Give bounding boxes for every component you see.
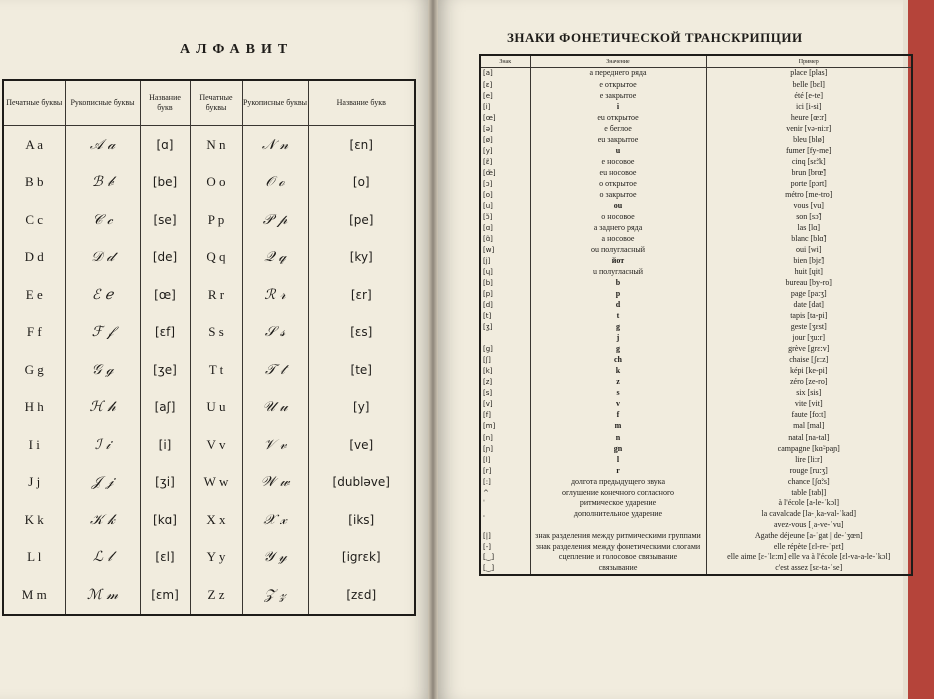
letter-name: [zɛd] [308, 576, 415, 615]
phonetic-row [480, 212, 912, 223]
header-handwritten-letters: Рукописные буквы [242, 80, 308, 126]
phonetic-meaning: связывание [530, 562, 706, 575]
phonetic-meaning: u полугласный [530, 267, 706, 278]
letter-name: [ɛf] [140, 314, 190, 352]
handwritten-letter: 𝒴 𝓎 [242, 539, 308, 577]
phonetic-meaning: i [530, 101, 706, 112]
handwritten-letter: 𝒜 𝒶 [65, 126, 140, 164]
phonetic-row [480, 322, 912, 333]
handwritten-letter: 𝒲 𝓌 [242, 464, 308, 502]
phonetic-example: tapis [ta-pi] [706, 311, 912, 322]
printed-letter: H h [3, 389, 65, 427]
phonetic-sign: [:] [480, 476, 530, 487]
letter-name: [ɑ] [140, 126, 190, 164]
alphabet-row [3, 539, 415, 577]
phonetic-header-row [480, 55, 912, 68]
phonetic-example: bien [bjɛ̃] [706, 256, 912, 267]
alphabet-row [3, 389, 415, 427]
printed-letter: A a [3, 126, 65, 164]
phonetic-sign: [b] [480, 278, 530, 289]
phonetic-meaning: сцепление и голосовое связывание [530, 552, 706, 563]
phonetic-example: page [pa:ʒ] [706, 289, 912, 300]
phonetic-row [480, 123, 912, 134]
alphabet-row [3, 464, 415, 502]
phonetic-example: huit [ɥit] [706, 267, 912, 278]
phonetic-example: à l'école [a-le-ˈkɔl] [706, 498, 912, 509]
phonetic-example: vite [vit] [706, 399, 912, 410]
phonetic-meaning: eu носовое [530, 167, 706, 178]
phonetic-row [480, 498, 912, 509]
phonetic-row [480, 509, 912, 520]
phonetic-sign: [p] [480, 289, 530, 300]
phonetic-meaning: f [530, 410, 706, 421]
header-handwritten-letters: Рукописные буквы [65, 80, 140, 126]
phonetic-row [480, 223, 912, 234]
phonetic-table [479, 54, 913, 576]
phonetic-sign: [y] [480, 145, 530, 156]
phonetic-sign: [ʃ] [480, 355, 530, 366]
phonetic-meaning: ou [530, 201, 706, 212]
printed-letter: Q q [190, 239, 242, 277]
letter-name: [aʃ] [140, 389, 190, 427]
phonetic-row [480, 178, 912, 189]
phonetic-sign: [e] [480, 90, 530, 101]
phonetic-meaning: n [530, 432, 706, 443]
handwritten-letter: 𝒟 𝒹 [65, 239, 140, 277]
phonetic-row [480, 79, 912, 90]
phonetic-sign: [ø] [480, 134, 530, 145]
printed-letter: V v [190, 426, 242, 464]
phonetic-sign: [o] [480, 190, 530, 201]
phonetic-row [480, 190, 912, 201]
phonetic-row [480, 267, 912, 278]
phonetic-sign: [ɥ] [480, 267, 530, 278]
header-meaning: Значение [530, 55, 706, 68]
phonetic-example: geste [ʒɛst] [706, 322, 912, 333]
handwritten-letter: 𝒢 ℊ [65, 351, 140, 389]
phonetic-row [480, 156, 912, 167]
phonetic-example: chaise [ʃɛ:z] [706, 355, 912, 366]
letter-name: [ɛn] [308, 126, 415, 164]
phonetic-row [480, 256, 912, 267]
printed-letter: X x [190, 501, 242, 539]
alphabet-row [3, 576, 415, 615]
phonetic-sign: [j] [480, 256, 530, 267]
phonetic-row [480, 234, 912, 245]
printed-letter: M m [3, 576, 65, 615]
phonetic-sign: [w] [480, 245, 530, 256]
phonetic-sign: [ɛ] [480, 79, 530, 90]
printed-letter: D d [3, 239, 65, 277]
phonetic-row [480, 476, 912, 487]
letter-name: [igrɛk] [308, 539, 415, 577]
phonetic-row [480, 487, 912, 498]
handwritten-letter: ℳ 𝓂 [65, 576, 140, 615]
phonetic-sign: [ɔ̃] [480, 212, 530, 223]
phonetic-sign: [m] [480, 421, 530, 432]
letter-name: [kɑ] [140, 501, 190, 539]
phonetic-example: blanc [blɑ̃] [706, 234, 912, 245]
handwritten-letter: 𝒥 𝒿 [65, 464, 140, 502]
phonetic-example: Agathe déjeune [a-ˈgat | de-ˈʒœn] [706, 531, 912, 542]
phonetic-meaning: знак разделения между ритмическими группами [530, 531, 706, 542]
alphabet-row [3, 126, 415, 164]
handwritten-letter: ℱ 𝒻 [65, 314, 140, 352]
handwritten-letter: 𝒦 𝓀 [65, 501, 140, 539]
handwritten-letter: 𝒵 𝓏 [242, 576, 308, 615]
letter-name: [iks] [308, 501, 415, 539]
alphabet-row [3, 426, 415, 464]
phonetic-row [480, 410, 912, 421]
phonetic-example: lire [li:r] [706, 454, 912, 465]
phonetic-example: elle répète [ɛl-re-ˈpɛt] [706, 541, 912, 552]
phonetic-meaning: оглушение конечного согласного [530, 487, 706, 498]
phonetic-example: brun [brœ̃] [706, 167, 912, 178]
printed-letter: L l [3, 539, 65, 577]
phonetic-meaning: o закрытое [530, 190, 706, 201]
letter-name: [i] [140, 426, 190, 464]
phonetic-row [480, 278, 912, 289]
header-letter-names: Название букв [140, 80, 190, 126]
header-printed-letters: Печатные буквы [190, 80, 242, 126]
phonetic-sign: [ɑ̃] [480, 234, 530, 245]
phonetic-sign: [ɔ] [480, 178, 530, 189]
phonetic-row [480, 399, 912, 410]
printed-letter: F f [3, 314, 65, 352]
phonetic-row [480, 112, 912, 123]
header-example: Пример [706, 55, 912, 68]
printed-letter: E e [3, 276, 65, 314]
letter-name: [be] [140, 164, 190, 202]
phonetic-meaning: a переднего ряда [530, 68, 706, 80]
letter-name: [ɛl] [140, 539, 190, 577]
phonetic-example: las [lɑ] [706, 223, 912, 234]
printed-letter: B b [3, 164, 65, 202]
handwritten-letter: ℐ 𝒾 [65, 426, 140, 464]
phonetic-example: képi [ke-pi] [706, 366, 912, 377]
alphabet-row [3, 314, 415, 352]
phonetic-example: bureau [by-ro] [706, 278, 912, 289]
handwritten-letter: 𝒱 𝓋 [242, 426, 308, 464]
letter-name: [o] [308, 164, 415, 202]
printed-letter: T t [190, 351, 242, 389]
phonetic-meaning [530, 520, 706, 531]
header-printed-letters: Печатные буквы [3, 80, 65, 126]
printed-letter: U u [190, 389, 242, 427]
phonetic-meaning: gn [530, 443, 706, 454]
printed-letter: W w [190, 464, 242, 502]
phonetic-sign: [g] [480, 344, 530, 355]
phonetic-row [480, 300, 912, 311]
phonetic-example: heure [œ:r] [706, 112, 912, 123]
alphabet-title: АЛФАВИТ [180, 42, 294, 57]
phonetic-row [480, 552, 912, 563]
letter-name: [ʒi] [140, 464, 190, 502]
phonetic-meaning: j [530, 333, 706, 344]
letter-name: [ʒe] [140, 351, 190, 389]
header-sign: Знак [480, 55, 530, 68]
phonetic-row [480, 388, 912, 399]
phonetic-meaning: k [530, 366, 706, 377]
phonetic-row [480, 101, 912, 112]
phonetic-row [480, 90, 912, 101]
phonetic-row [480, 134, 912, 145]
phonetic-title: ЗНАКИ ФОНЕТИЧЕСКОЙ ТРАНСКРИПЦИИ [507, 30, 803, 45]
phonetic-meaning: v [530, 399, 706, 410]
phonetic-example: table [tabḷ] [706, 487, 912, 498]
letter-name: [œ] [140, 276, 190, 314]
phonetic-sign: [‿] [480, 562, 530, 575]
phonetic-example: place [plas] [706, 68, 912, 80]
phonetic-meaning: e носовое [530, 156, 706, 167]
phonetic-sign: [ɑ] [480, 223, 530, 234]
phonetic-row [480, 562, 912, 575]
phonetic-example: été [e-te] [706, 90, 912, 101]
handwritten-letter: ℋ 𝒽 [65, 389, 140, 427]
phonetic-sign: [k] [480, 366, 530, 377]
letter-name: [ɛr] [308, 276, 415, 314]
phonetic-sign: [i] [480, 101, 530, 112]
phonetic-example: six [sis] [706, 388, 912, 399]
phonetic-row [480, 443, 912, 454]
handwritten-letter: ℰ ℯ [65, 276, 140, 314]
phonetic-example: campagne [kɑ̃-paɲ] [706, 443, 912, 454]
phonetic-meaning: eu закрытое [530, 134, 706, 145]
alphabet-header-row [3, 80, 415, 126]
phonetic-sign: [ə] [480, 123, 530, 134]
phonetic-example: fumer [fy-me] [706, 145, 912, 156]
phonetic-sign: [f] [480, 410, 530, 421]
phonetic-row [480, 366, 912, 377]
phonetic-meaning: e открытое [530, 79, 706, 90]
letter-name: [y] [308, 389, 415, 427]
phonetic-row [480, 465, 912, 476]
handwritten-letter: 𝒩 𝓃 [242, 126, 308, 164]
phonetic-example: jour [ʒu:r] [706, 333, 912, 344]
phonetic-sign: [ɲ] [480, 443, 530, 454]
handwritten-letter: 𝒪 ℴ [242, 164, 308, 202]
phonetic-meaning: ch [530, 355, 706, 366]
phonetic-meaning: a носовое [530, 234, 706, 245]
handwritten-letter: 𝒳 𝓍 [242, 501, 308, 539]
phonetic-meaning: r [530, 465, 706, 476]
phonetic-meaning: b [530, 278, 706, 289]
phonetic-example: faute [fo:t] [706, 410, 912, 421]
phonetic-sign: ^ [480, 487, 530, 498]
phonetic-row [480, 68, 912, 80]
phonetic-example: avez-vous [ˌa-ve-ˈvu] [706, 520, 912, 531]
printed-letter: G g [3, 351, 65, 389]
book-spine [428, 0, 438, 699]
handwritten-letter: 𝒫 𝓅 [242, 201, 308, 239]
phonetic-example: belle [bɛl] [706, 79, 912, 90]
handwritten-letter: 𝒬 𝓆 [242, 239, 308, 277]
printed-letter: O o [190, 164, 242, 202]
phonetic-sign: [v] [480, 399, 530, 410]
phonetic-meaning: p [530, 289, 706, 300]
phonetic-sign: [r] [480, 465, 530, 476]
phonetic-meaning: знак разделения между фонетическими слогами [530, 541, 706, 552]
phonetic-sign: [s] [480, 388, 530, 399]
letter-name: [ɛs] [308, 314, 415, 352]
alphabet-row [3, 239, 415, 277]
phonetic-meaning: ритмическое ударение [530, 498, 706, 509]
phonetic-example: elle aime [ɛ-ˈlɛ:m] elle va à l'école [ɛl-va-a-le-ˈkɔl] [706, 552, 912, 563]
phonetic-sign: ˈ [480, 498, 530, 509]
letter-name: [dubləve] [308, 464, 415, 502]
alphabet-row [3, 164, 415, 202]
handwritten-letter: ℒ 𝓁 [65, 539, 140, 577]
phonetic-example: rouge [ru:ʒ] [706, 465, 912, 476]
phonetic-row [480, 201, 912, 212]
phonetic-row [480, 454, 912, 465]
phonetic-meaning: ou полугласный [530, 245, 706, 256]
printed-letter: K k [3, 501, 65, 539]
phonetic-example: venir [və-ni:r] [706, 123, 912, 134]
phonetic-example: vous [vu] [706, 201, 912, 212]
phonetic-example: ici [i-si] [706, 101, 912, 112]
phonetic-meaning: a заднего ряда [530, 223, 706, 234]
phonetic-example: oui [wi] [706, 245, 912, 256]
printed-letter: N n [190, 126, 242, 164]
phonetic-meaning: o носовое [530, 212, 706, 223]
phonetic-example: métro [me-tro] [706, 190, 912, 201]
phonetic-meaning: e беглое [530, 123, 706, 134]
letter-name: [ve] [308, 426, 415, 464]
header-letter-names: Название букв [308, 80, 415, 126]
phonetic-row [480, 355, 912, 366]
phonetic-meaning: g [530, 322, 706, 333]
phonetic-meaning: дополнительное ударение [530, 509, 706, 520]
phonetic-meaning: z [530, 377, 706, 388]
phonetic-row [480, 145, 912, 156]
alphabet-row [3, 501, 415, 539]
phonetic-sign: [ʒ] [480, 322, 530, 333]
phonetic-row [480, 432, 912, 443]
phonetic-meaning: g [530, 344, 706, 355]
printed-letter: Z z [190, 576, 242, 615]
phonetic-example: la cavalcade [la-ˌka-val-ˈkad] [706, 509, 912, 520]
phonetic-meaning: l [530, 454, 706, 465]
letter-name: [ky] [308, 239, 415, 277]
alphabet-row [3, 276, 415, 314]
phonetic-row [480, 344, 912, 355]
letter-name: [ɛm] [140, 576, 190, 615]
phonetic-meaning: o открытое [530, 178, 706, 189]
letter-name: [te] [308, 351, 415, 389]
printed-letter: S s [190, 314, 242, 352]
phonetic-sign: [-] [480, 541, 530, 552]
phonetic-meaning: u [530, 145, 706, 156]
printed-letter: R r [190, 276, 242, 314]
phonetic-meaning: йот [530, 256, 706, 267]
alphabet-table [2, 79, 416, 616]
phonetic-sign [480, 333, 530, 344]
phonetic-example: bleu [blø] [706, 134, 912, 145]
phonetic-meaning: долгота предыдущего звука [530, 476, 706, 487]
phonetic-sign: [t] [480, 311, 530, 322]
letter-name: [pe] [308, 201, 415, 239]
handwritten-letter: 𝒯 𝓉 [242, 351, 308, 389]
phonetic-row [480, 311, 912, 322]
phonetic-example: c'est assez [sɛ-ta-ˈse] [706, 562, 912, 575]
phonetic-sign: [l] [480, 454, 530, 465]
printed-letter: I i [3, 426, 65, 464]
phonetic-row [480, 289, 912, 300]
phonetic-meaning: d [530, 300, 706, 311]
phonetic-row [480, 520, 912, 531]
phonetic-row [480, 167, 912, 178]
phonetic-example: son [sɔ̃] [706, 212, 912, 223]
phonetic-sign: [n] [480, 432, 530, 443]
printed-letter: J j [3, 464, 65, 502]
phonetic-row [480, 531, 912, 542]
phonetic-example: chance [ʃɑ̃:s] [706, 476, 912, 487]
letter-name: [se] [140, 201, 190, 239]
phonetic-sign: [d] [480, 300, 530, 311]
phonetic-sign: [‿] [480, 552, 530, 563]
phonetic-example: porte [pɔrt] [706, 178, 912, 189]
handwritten-letter: 𝒞 𝒸 [65, 201, 140, 239]
phonetic-sign: [u] [480, 201, 530, 212]
letter-name: [de] [140, 239, 190, 277]
phonetic-meaning: t [530, 311, 706, 322]
phonetic-row [480, 245, 912, 256]
alphabet-row [3, 351, 415, 389]
phonetic-example: zéro [ze-ro] [706, 377, 912, 388]
phonetic-sign: [ɛ̃] [480, 156, 530, 167]
phonetic-row [480, 421, 912, 432]
handwritten-letter: ℬ 𝒷 [65, 164, 140, 202]
phonetic-example: natal [na-tal] [706, 432, 912, 443]
phonetic-sign [480, 520, 530, 531]
phonetic-example: date [dat] [706, 300, 912, 311]
phonetic-sign: [œ] [480, 112, 530, 123]
printed-letter: P p [190, 201, 242, 239]
phonetic-row [480, 541, 912, 552]
phonetic-example: cinq [sɛ̃:k] [706, 156, 912, 167]
phonetic-example: mal [mal] [706, 421, 912, 432]
phonetic-sign: ˌ [480, 509, 530, 520]
phonetic-meaning: eu открытое [530, 112, 706, 123]
phonetic-row [480, 377, 912, 388]
handwritten-letter: ℛ 𝓇 [242, 276, 308, 314]
handwritten-letter: 𝒮 𝓈 [242, 314, 308, 352]
phonetic-meaning: e закрытое [530, 90, 706, 101]
phonetic-row [480, 333, 912, 344]
phonetic-meaning: m [530, 421, 706, 432]
phonetic-meaning: s [530, 388, 706, 399]
phonetic-sign: [œ̃] [480, 167, 530, 178]
phonetic-sign: [z] [480, 377, 530, 388]
phonetic-example: grève [grɛ:v] [706, 344, 912, 355]
phonetic-sign: [|] [480, 531, 530, 542]
printed-letter: C c [3, 201, 65, 239]
phonetic-sign: [a] [480, 68, 530, 80]
handwritten-letter: 𝒰 𝓊 [242, 389, 308, 427]
alphabet-row [3, 201, 415, 239]
printed-letter: Y y [190, 539, 242, 577]
